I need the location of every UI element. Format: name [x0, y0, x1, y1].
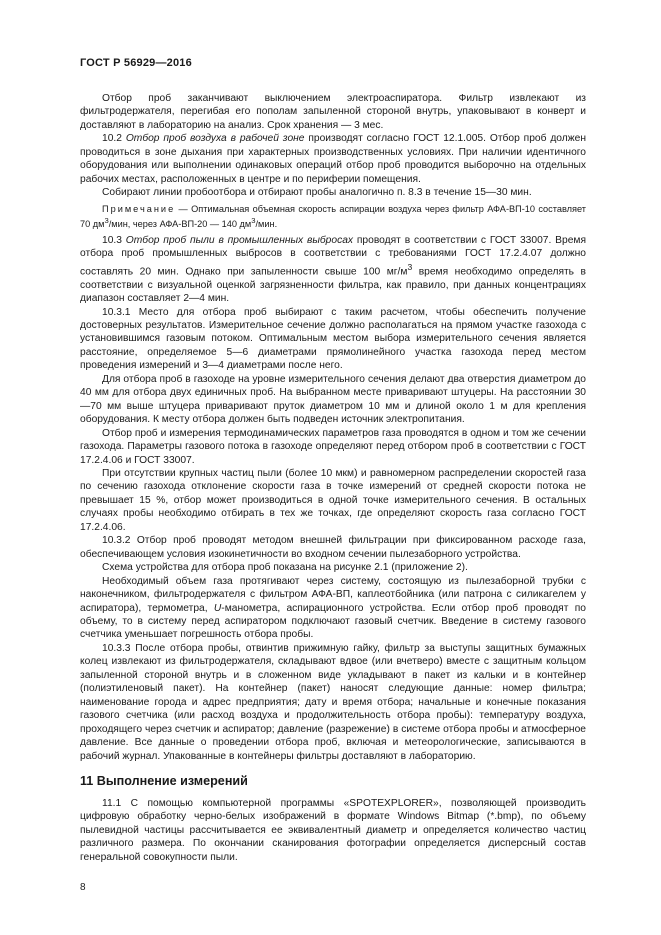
superscript: 3	[251, 216, 256, 226]
superscript: 3	[407, 261, 413, 272]
clause-title: Отбор проб воздуха в рабочей зоне	[125, 133, 305, 145]
note-text: /мин, через АФА-ВП-20 — 140 дм	[108, 219, 252, 230]
clause-number: 10.2	[102, 133, 122, 145]
clause-title: Отбор проб пыли в промышленных выбросах	[125, 234, 354, 246]
paragraph-11-1: 11.1 С помощью компьютерной программы «SPOTEXPLORER», позволяющей производить цифровую обработку черно-белых изображений в формате Windows Bitmap (*.bmp), по объему пылевидной частицы рассчитывается ее эквивалентный диаметр и определяется количество частиц различного размера. По окончании сканирования фотографии определяется дисперсный состав генеральной совокупности пыли.	[80, 797, 586, 863]
paragraph-sampling-end: Отбор проб заканчивают выключением электроаспиратора. Фильтр извлекают из фильтродержателя, перегибая его пополам запыленной стороной внутрь, упаковывают в конверт и доставляют в лабораторию на анализ. Срок хранения — 3 мес.	[80, 93, 586, 131]
italic-u: U	[213, 602, 222, 614]
section-heading-11: 11 Выполнение измерений	[80, 773, 248, 788]
note	[80, 203, 586, 231]
paragraph-10-3-1: 10.3.1 Место для отбора проб выбирают с таким расчетом, чтобы обеспечить получение достоверных результатов. Измерительное сечение должно располагаться на прямом участке газохода с установившимся газовым потоком. Оптимальным местом выбора измерительного сечения является расстояние, определяемое 5—6 диаметрами прямолинейного участка газохода перед местом проведения измерений и 3—4 диаметрами после него.	[80, 306, 586, 372]
superscript: 3	[104, 216, 109, 226]
paragraph-openings: Для отбора проб в газоходе на уровне измерительного сечения делают два отверстия диаметром до 40 мм для отбора двух единичных проб. На выбранном месте приваривают штуцеры. На расстоянии 30—70 мм выше штуцера приваривают пруток диаметром 10 мм и длиной около 1 м для крепления оборудования. К месту отбора должен быть подведен источник электропитания.	[80, 373, 586, 426]
standard-header: ГОСТ Р 56929—2016	[80, 57, 192, 69]
note-label: Примечание	[102, 203, 176, 214]
paragraph-10-3-3: 10.3.3 После отбора пробы, отвинтив прижимную гайку, фильтр за выступы защитных бумажных колец извлекают из фильтродержателя, складывают вдвое (или вчетверо) вместе с защитным кольцом запыленной стороной внутрь и в сложенном виде укладывают в пакет из кальки и в контейнер (полиэтиленовый пакет). На контейнер (пакет) наносят следующие данные: номер фильтра; наименование города и адрес предприятия; дату и время отбора; начальные и конечные показания газового счетчика (или расход воздуха и продолжительность отбора пробы): температуру воздуха, проходящего через счетчик и аспиратор; давление (разрежение) в системе отбора пробы и атмосферное давление. Все данные о проведении отбора проб, включая и метеорологические, записываются в рабочий журнал. Упакованные в контейнеры фильтры доставляют в лабораторию.	[80, 642, 586, 762]
paragraph-single-point: При отсутствии крупных частиц пыли (более 10 мкм) и равномерном распределении скоростей газа по сечению газохода отклонение скорости газа в точке измерений от средней скорости потока не превышает 15 %, отбор может производиться в одной точке измерительного сечения. В остальных случаях пробы необходимо отбирать в тех же точках, где определяют скорость газа согласно ГОСТ 17.2.4.06.	[80, 467, 586, 533]
clause-text: время необходимо определять в соответствии с визуальной оценкой загрязненности фильтра, как правило, при данных концентрациях диапазон составляет 2—4 мин.	[80, 266, 586, 305]
page-number: 8	[80, 882, 86, 893]
paragraph-scheme: Схема устройства для отбора проб показана на рисунке 2.1 (приложение 2).	[102, 562, 468, 574]
paragraph-10-3-2: 10.3.2 Отбор проб проводят методом внешней фильтрации при фиксированном расходе газа, обеспечивающем условия изокинетичности во входном сечении пылезаборного устройства.	[80, 535, 586, 560]
paragraph-sampling-lines: Собирают линии пробоотбора и отбирают пробы аналогично п. 8.3 в течение 15—30 мин.	[102, 187, 532, 199]
paragraph-thermodynamic: Отбор проб и измерения термодинамических параметров газа проводятся в одном и том же сечении газохода. Параметры газового потока в газоходе определяют перед отбором проб в соответствии с ГОСТ 17.2.4.06 и ГОСТ 33007.	[80, 427, 586, 466]
clause-text: Необходимый объем газа протягивают через систему, состоящую из пылезаборной трубки с наконечником, фильтродержателя с фильтром АФА-ВП, каплеотбойника (или патрона с силикагелем у аспиратора), термометра,	[80, 575, 586, 614]
clause-text: проводят в соответствии с ГОСТ 33007. Время отбора проб промышленных выбросов в соответствии с требованиями ГОСТ 17.2.4.07 должно составлять 20 мин. Однако при запыленности свыше 100 мг/м	[80, 234, 586, 278]
clause-text: производят согласно ГОСТ 12.1.005. Отбор проб должен проводиться в зоне дыхания при характерных производственных условиях. При наличии идентичного оборудования или выполнении одинаковых операций отбор проб проводится выборочно на отдельных рабочих местах, расположенных в центре и по периферии помещения.	[80, 133, 586, 185]
note-text: /мин.	[255, 219, 278, 230]
clause-number: 10.3	[102, 234, 122, 246]
paragraph-10-3	[80, 234, 586, 306]
document-body	[80, 92, 586, 864]
paragraph-gas-volume	[80, 575, 586, 642]
note-text: — Оптимальная объемная скорость аспирации воздуха через фильтр АФА-ВП-10 составляет 70 дм	[80, 203, 586, 230]
clause-text: -манометра, аспирационного устройства. Если отбор проб проводят по объему, то в систему перед аспиратором подключают газовый счетчик. Введение в систему газового счетчика уменьшает погрешность отбора пробы.	[80, 602, 586, 641]
paragraph-10-2	[80, 132, 586, 186]
